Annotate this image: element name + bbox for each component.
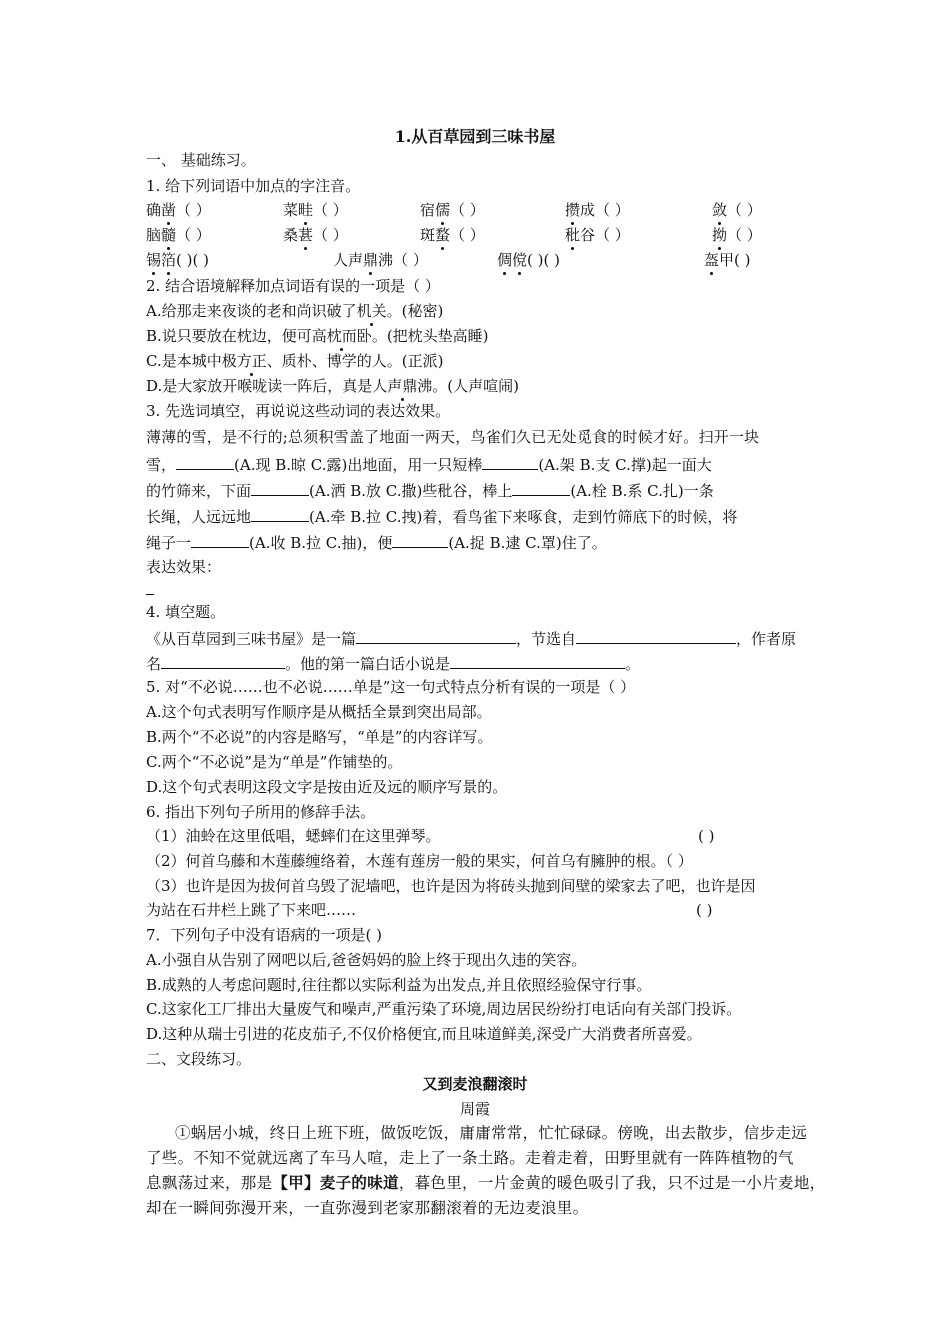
blank (512, 479, 570, 496)
story-paragraph-line: 了些。不知不觉就远离了车马人喧，走上了一条土路。走着走着，田野里就有一阵阵植物的气 (146, 1149, 794, 1167)
q3-passage-line: 的竹筛来，下面 (A.洒 B.放 C.撒)些秕谷，棒上 (A.栓 B.系 C.扎)一条 (146, 479, 714, 501)
q4-line: 《从百草园到三味书屋》是一篇 ，节选自 ，作者原 (146, 627, 796, 649)
q2-option-a: A.给那走来夜谈的老和尚识破了机关。(秘密) (146, 302, 444, 320)
q1-item: 确凿（ ） (146, 201, 211, 219)
q6-sentence-3-cont: 为站在石井栏上跳了下来吧…… (146, 901, 357, 919)
q7-option-a: A.小强自从告别了网吧以后,爸爸妈妈的脸上终于现出久违的笑容。 (146, 951, 587, 969)
q2-stem: 2. 结合语境解释加点词语有误的一项是（ ） (146, 277, 440, 295)
section-2-heading: 二、文段练习。 (146, 1050, 252, 1068)
q1-item: 人声鼎沸（ ） (333, 251, 428, 269)
blank (161, 652, 285, 669)
q6-answer-paren: ( ) (696, 901, 713, 919)
story-title: 又到麦浪翻滚时 (422, 1075, 528, 1093)
q5-option-b: B.两个“不必说”的内容是略写，“单是”的内容详写。 (146, 728, 493, 746)
q6-stem: 6. 指出下列句子所用的修辞手法。 (146, 803, 376, 821)
q1-item: 斑蝥（ ） (420, 226, 485, 244)
q1-item: 宿儒（ ） (420, 201, 485, 219)
q2-option-b: B.说只要放在枕边，便可高枕而卧。(把枕头垫高睡) (146, 327, 489, 345)
blank (450, 652, 625, 669)
q1-item: 盔甲( ) (704, 251, 751, 269)
blank (356, 627, 516, 644)
q1-item: 倜傥( )( ) (497, 251, 560, 269)
q1-item: 菜畦（ ） (283, 201, 348, 219)
q3-passage-line: 长绳，人远远地 (A.牵 B.拉 C.拽)着，看鸟雀下来啄食，走到竹筛底下的时候，将 (146, 505, 737, 527)
story-author: 周霞 (459, 1100, 490, 1118)
q1-stem: 1. 给下列词语中加点的字注音。 (146, 177, 361, 195)
blank (482, 453, 538, 470)
q7-option-b: B.成熟的人考虑问题时,往往都以实际利益为出发点,并且依照经验保守行事。 (146, 976, 652, 994)
page-title: 1.从百草园到三味书屋 (394, 127, 556, 146)
marker-jia: 【甲】麦子的味道 (272, 1173, 399, 1192)
answer-line (146, 594, 154, 595)
q1-item: 秕谷（ ） (565, 226, 630, 244)
story-paragraph-line: 息飘荡过来，那是【甲】麦子的味道，暮色里，一片金黄的暖色吸引了我，只不过是一小片麦地， (146, 1173, 826, 1192)
q4-line: 名 。他的第一篇白话小说是 。 (146, 652, 640, 674)
blank (251, 479, 309, 496)
q1-item: 脑髓（ ） (146, 226, 211, 244)
q6-sentence-2: （2）何首乌藤和木莲藤缠络着，木莲有莲房一般的果实，何首乌有臃肿的根。（ ） (146, 852, 693, 870)
q5-option-a: A.这个句式表明写作顺序是从概括全景到突出局部。 (146, 703, 492, 721)
section-1-heading: 一、 基础练习。 (146, 151, 256, 169)
q7-option-c: C.这家化工厂排出大量废气和噪声,严重污染了环境,周边居民纷纷打电话向有关部门投诉。 (146, 1000, 742, 1018)
q5-stem: 5. 对“不必说……也不必说……单是”这一句式特点分析有误的一项是（ ） (146, 678, 636, 696)
story-paragraph-line: ①蜗居小城，终日上班下班，做饭吃饭，庸庸常常，忙忙碌碌。傍晚，出去散步，信步走远 (175, 1124, 808, 1142)
q6-sentence-1: （1）油蛉在这里低唱，蟋蟀们在这里弹琴。 (146, 827, 441, 845)
q1-item: 锡箔( )( ) (146, 251, 209, 269)
blank (191, 531, 249, 548)
blank (392, 531, 448, 548)
q6-answer-paren: ( ) (698, 827, 715, 845)
q1-item: 攒成（ ） (565, 201, 630, 219)
story-paragraph-line: 却在一瞬间弥漫开来，一直弥漫到老家那翻滚着的无边麦浪里。 (146, 1199, 589, 1217)
q3-passage-line: 雪， (A.现 B.晾 C.露)出地面，用一只短棒 (A.架 B.支 C.撑)起一面大 (146, 453, 712, 475)
q1-item: 敛（ ） (712, 201, 762, 219)
q6-sentence-3: （3）也许是因为拔何首乌毁了泥墙吧，也许是因为将砖头抛到间壁的梁家去了吧，也许是因 (146, 877, 756, 895)
q3-passage-line: 薄薄的雪，是不行的;总须积雪盖了地面一两天，鸟雀们久已无处觅食的时候才好。扫开一块 (146, 428, 760, 446)
q5-option-d: D.这个句式表明这段文字是按由近及远的顺序写景的。 (146, 778, 508, 796)
q1-item: 拗（ ） (712, 226, 762, 244)
q5-option-c: C.两个“不必说”是为“单是”作铺垫的。 (146, 753, 403, 771)
q2-option-d: D.是大家放开喉咙读一阵后，真是人声鼎沸。(人声喧闹) (146, 377, 519, 395)
q7-option-d: D.这种从瑞士引进的花皮茄子,不仅价格便宜,而且味道鲜美,深受广大消费者所喜爱。 (146, 1025, 702, 1043)
q2-option-c: C.是本城中极方正、质朴、博学的人。(正派) (146, 352, 444, 370)
q3-passage-line: 绳子一 (A.收 B.拉 C.抽)，便 (A.捉 B.逮 C.罩)住了。 (146, 531, 607, 553)
blank (576, 627, 736, 644)
blank (251, 505, 309, 522)
q3-stem: 3. 先选词填空，再说说这些动词的表达效果。 (146, 402, 451, 420)
q4-stem: 4. 填空题。 (146, 603, 226, 621)
q1-item: 桑葚（ ） (283, 226, 348, 244)
blank (176, 453, 234, 470)
q3-effect-label: 表达效果： (146, 558, 222, 576)
q7-stem: 7．下列句子中没有语病的一项是( ) (146, 926, 383, 944)
